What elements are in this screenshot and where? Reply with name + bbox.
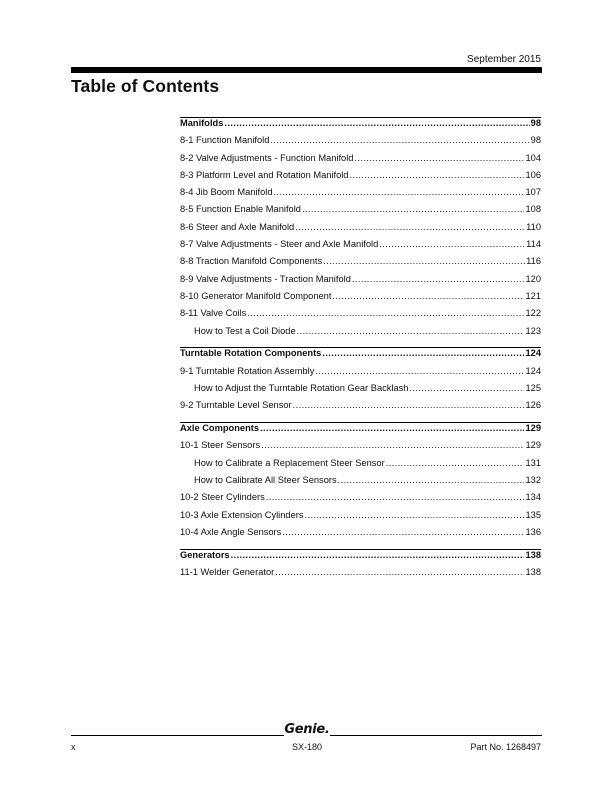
footer-rule-right <box>330 735 542 736</box>
footer-part-number: Part No. 1268497 <box>470 742 541 752</box>
toc-entry-page: 120 <box>525 273 541 284</box>
toc-leader-dots <box>270 135 529 145</box>
toc-entry-page: 124 <box>525 348 541 359</box>
toc-entry-title: 10-2 Steer Cylinders <box>180 492 265 503</box>
toc-entry[interactable] <box>180 458 541 475</box>
toc-entry-page: 134 <box>525 492 541 503</box>
toc-entry-page: 121 <box>525 290 541 301</box>
toc-leader-dots <box>379 239 525 249</box>
toc-entry[interactable] <box>180 291 541 308</box>
toc-leader-dots <box>338 475 525 485</box>
toc-section-heading[interactable] <box>180 347 541 365</box>
toc-entry[interactable] <box>180 153 541 170</box>
toc-entry-title: 10-4 Axle Angle Sensors <box>180 526 282 537</box>
page-title: Table of Contents <box>71 76 220 96</box>
toc-entry-page: 107 <box>525 187 541 198</box>
toc-entry-title: How to Calibrate a Replacement Steer Sensor <box>194 457 385 468</box>
toc-entry-page: 123 <box>525 325 541 336</box>
toc-entry-page: 129 <box>525 440 541 451</box>
toc-entry[interactable] <box>180 510 541 527</box>
toc-entry-page: 126 <box>525 400 541 411</box>
table-of-contents <box>180 117 541 584</box>
toc-entry-title: 8-3 Platform Level and Rotation Manifold <box>180 169 349 180</box>
toc-entry-title: 8-7 Valve Adjustments - Steer and Axle Manifold <box>180 239 379 250</box>
toc-entry-page: 132 <box>525 474 541 485</box>
toc-entry[interactable] <box>180 187 541 204</box>
toc-entry-page: 106 <box>525 169 541 180</box>
toc-leader-dots <box>409 383 524 393</box>
toc-leader-dots <box>322 348 524 358</box>
toc-entry-page: 104 <box>525 152 541 163</box>
toc-entry-title: 9-2 Turntable Level Sensor <box>180 400 292 411</box>
toc-entry-title: Generators <box>180 549 230 560</box>
toc-entry[interactable] <box>180 135 541 152</box>
toc-entry-page: 114 <box>526 239 541 250</box>
toc-entry[interactable] <box>180 400 541 417</box>
toc-leader-dots <box>352 274 525 284</box>
toc-entry-title: How to Adjust the Turntable Rotation Gear Backlash <box>194 382 409 393</box>
toc-entry-title: 8-9 Valve Adjustments - Traction Manifold <box>180 273 351 284</box>
toc-entry-page: 98 <box>530 135 541 146</box>
toc-entry[interactable] <box>180 440 541 457</box>
toc-leader-dots <box>282 527 524 537</box>
toc-entry-title: Turntable Rotation Components <box>180 348 322 359</box>
toc-leader-dots <box>231 550 525 560</box>
toc-entry-title: 8-1 Function Manifold <box>180 135 270 146</box>
toc-entry-title: 8-11 Valve Coils <box>180 308 247 319</box>
toc-leader-dots <box>295 222 525 232</box>
toc-leader-dots <box>297 326 525 336</box>
toc-leader-dots <box>274 187 525 197</box>
toc-entry-page: 125 <box>525 382 541 393</box>
genie-logo: Genie. <box>284 722 330 737</box>
toc-entry-title: How to Calibrate All Steer Sensors <box>194 474 337 485</box>
toc-leader-dots <box>349 170 524 180</box>
toc-leader-dots <box>305 510 525 520</box>
toc-entry-title: Manifolds <box>180 118 224 128</box>
header-rule <box>71 67 542 73</box>
toc-section-heading[interactable] <box>180 422 541 440</box>
toc-entry-title: 11-1 Welder Generator <box>180 566 275 577</box>
toc-leader-dots <box>224 118 529 128</box>
toc-leader-dots <box>332 291 524 301</box>
toc-entry-page: 135 <box>525 509 541 520</box>
footer-page-number: x <box>71 742 76 752</box>
toc-leader-dots <box>354 153 524 163</box>
toc-entry[interactable] <box>180 204 541 221</box>
toc-entry-title: 8-6 Steer and Axle Manifold <box>180 221 295 232</box>
toc-entry-title: 8-5 Function Enable Manifold <box>180 204 301 215</box>
toc-leader-dots <box>302 204 525 214</box>
toc-entry-page: 108 <box>525 204 541 215</box>
toc-leader-dots <box>266 492 525 502</box>
toc-entry[interactable] <box>180 170 541 187</box>
toc-entry[interactable] <box>180 274 541 291</box>
toc-entry-title: 10-3 Axle Extension Cylinders <box>180 509 304 520</box>
toc-entry-page: 122 <box>525 308 541 319</box>
toc-section-heading[interactable] <box>180 117 541 135</box>
toc-entry-page: 110 <box>526 221 541 232</box>
toc-entry-title: 8-10 Generator Manifold Component <box>180 290 332 301</box>
toc-entry[interactable] <box>180 239 541 256</box>
toc-leader-dots <box>293 400 525 410</box>
toc-entry-page: 116 <box>526 256 541 267</box>
toc-entry-title: 10-1 Steer Sensors <box>180 440 261 451</box>
toc-entry[interactable] <box>180 308 541 325</box>
toc-entry-title: 9-1 Turntable Rotation Assembly <box>180 365 315 376</box>
toc-entry[interactable] <box>180 366 541 383</box>
header-date: September 2015 <box>467 54 541 65</box>
toc-leader-dots <box>247 308 524 318</box>
toc-entry-page: 129 <box>525 423 541 434</box>
toc-leader-dots <box>261 440 524 450</box>
toc-leader-dots <box>275 567 524 577</box>
toc-entry-title: 8-8 Traction Manifold Components <box>180 256 323 267</box>
toc-entry[interactable] <box>180 567 541 584</box>
footer-model: SX-180 <box>291 742 323 752</box>
toc-entry-page: 136 <box>525 526 541 537</box>
toc-entry-page: 138 <box>525 566 541 577</box>
toc-entry[interactable] <box>180 492 541 509</box>
toc-entry-title: 8-2 Valve Adjustments - Function Manifold <box>180 152 354 163</box>
toc-leader-dots <box>315 366 524 376</box>
toc-entry-page: 124 <box>525 365 541 376</box>
toc-entry-title: Axle Components <box>180 423 260 434</box>
toc-entry-title: 8-4 Jib Boom Manifold <box>180 187 273 198</box>
toc-entry[interactable] <box>180 527 541 544</box>
toc-entry-page: 138 <box>525 549 541 560</box>
toc-entry[interactable] <box>180 475 541 492</box>
toc-leader-dots <box>386 458 525 468</box>
toc-entry[interactable] <box>180 256 541 273</box>
toc-entry-page: 131 <box>525 457 541 468</box>
toc-entry[interactable] <box>180 383 541 400</box>
footer-rule-left <box>71 735 284 736</box>
toc-leader-dots <box>323 256 525 266</box>
toc-entry[interactable] <box>180 222 541 239</box>
toc-leader-dots <box>260 423 524 433</box>
toc-entry[interactable] <box>180 326 541 343</box>
toc-entry-page: 98 <box>530 118 541 128</box>
toc-entry-title: How to Test a Coil Diode <box>194 325 296 336</box>
toc-section-heading[interactable] <box>180 549 541 567</box>
